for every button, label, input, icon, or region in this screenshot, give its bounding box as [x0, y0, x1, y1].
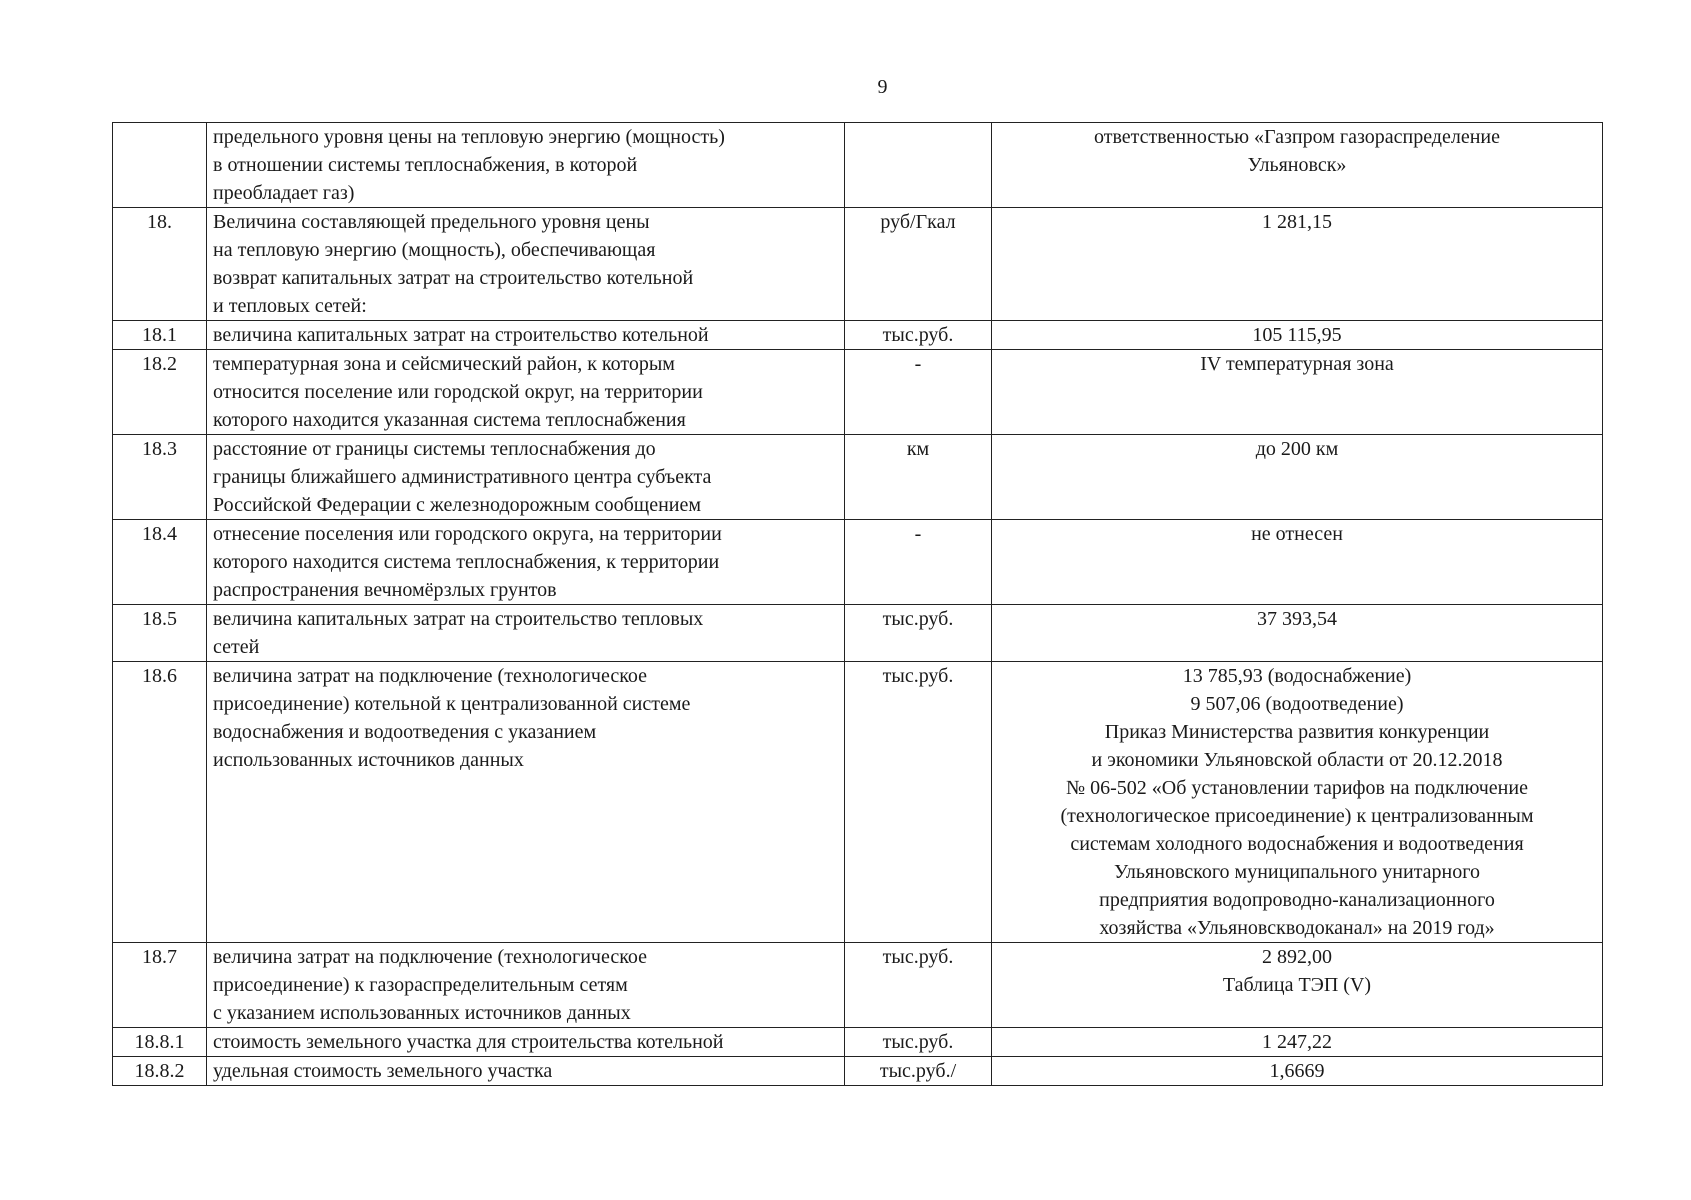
row-description — [207, 321, 845, 350]
value-line: Ульяновск» — [1247, 154, 1347, 176]
description-line: с указанием использованных источников данных — [213, 1002, 631, 1024]
description-line: величина капитальных затрат на строительство тепловых — [213, 608, 704, 630]
description-line: отнесение поселения или городского округа, на территории — [213, 523, 722, 545]
row-unit: тыс.руб. — [845, 662, 992, 943]
row-unit — [845, 123, 992, 208]
row-number: 18.2 — [113, 350, 207, 435]
page-number: 9 — [877, 76, 888, 98]
row-unit: тыс.руб. — [845, 321, 992, 350]
row-unit: км — [845, 435, 992, 520]
value-line: 1 247,22 — [1262, 1031, 1332, 1053]
value-line: 9 507,06 (водоотведение) — [1190, 693, 1404, 715]
row-description — [207, 350, 845, 435]
description-line: и тепловых сетей: — [213, 295, 367, 317]
description-line: которого находится система теплоснабжения, к территории — [213, 551, 720, 573]
row-number: 18.8.1 — [113, 1028, 207, 1057]
value-line: Ульяновского муниципального унитарного — [1114, 861, 1480, 883]
value-line: Таблица ТЭП (V) — [1222, 974, 1372, 996]
value-line: 2 892,00 — [1262, 946, 1332, 968]
row-number: 18.1 — [113, 321, 207, 350]
description-line: стоимость земельного участка для строительства котельной — [213, 1031, 724, 1053]
value-line: и экономики Ульяновской области от 20.12.2018 — [1091, 749, 1503, 771]
row-description — [207, 943, 845, 1028]
table-row — [113, 943, 1603, 1028]
description-line: предельного уровня цены на тепловую энергию (мощность) — [213, 126, 725, 148]
table-row — [113, 123, 1603, 208]
value-line: системам холодного водоснабжения и водоотведения — [1070, 833, 1524, 855]
value-line: 1 281,15 — [1262, 211, 1332, 233]
description-line: в отношении системы теплоснабжения, в которой — [213, 154, 638, 176]
table-body — [113, 123, 1603, 1086]
row-description — [207, 1028, 845, 1057]
table-row — [113, 208, 1603, 321]
row-number: 18.5 — [113, 605, 207, 662]
value-line: 37 393,54 — [1257, 608, 1337, 630]
row-value — [992, 123, 1603, 208]
row-value — [992, 435, 1603, 520]
value-line: до 200 км — [1255, 438, 1339, 460]
value-line: хозяйства «Ульяновскводоканал» на 2019 год» — [1099, 917, 1495, 939]
row-unit: тыс.руб. — [845, 943, 992, 1028]
table-row — [113, 662, 1603, 943]
value-line: 1,6669 — [1269, 1060, 1325, 1082]
value-line: ответственностью «Газпром газораспределение — [1093, 126, 1500, 148]
row-value — [992, 1057, 1603, 1086]
row-description — [207, 123, 845, 208]
description-line: удельная стоимость земельного участка — [213, 1060, 553, 1082]
row-value — [992, 943, 1603, 1028]
description-line: границы ближайшего административного центра субъекта — [213, 466, 712, 488]
value-line: предприятия водопроводно-канализационного — [1099, 889, 1495, 911]
description-line: которого находится указанная система теплоснабжения — [213, 409, 686, 431]
value-line: (технологическое присоединение) к централизованным — [1060, 805, 1534, 827]
description-line: присоединение) котельной к централизованной системе — [213, 693, 691, 715]
description-line: преобладает газ) — [213, 182, 355, 204]
row-value — [992, 662, 1603, 943]
row-unit: - — [845, 520, 992, 605]
value-line: Приказ Министерства развития конкуренции — [1104, 721, 1490, 743]
row-unit: - — [845, 350, 992, 435]
row-description — [207, 208, 845, 321]
row-unit: тыс.руб. — [845, 605, 992, 662]
row-number — [113, 123, 207, 208]
value-line: 13 785,93 (водоснабжение) — [1182, 665, 1412, 687]
row-value — [992, 1028, 1603, 1057]
table-row — [113, 605, 1603, 662]
description-line: температурная зона и сейсмический район, к которым — [213, 353, 675, 375]
table-row — [113, 520, 1603, 605]
row-unit: руб/Гкал — [845, 208, 992, 321]
row-number: 18.8.2 — [113, 1057, 207, 1086]
row-description — [207, 662, 845, 943]
description-line: величина затрат на подключение (технологическое — [213, 946, 648, 968]
description-line: величина капитальных затрат на строительство котельной — [213, 324, 709, 346]
row-number: 18.7 — [113, 943, 207, 1028]
value-line: не отнесен — [1251, 523, 1343, 545]
description-line: Величина составляющей предельного уровня цены — [213, 211, 650, 233]
table-row — [113, 350, 1603, 435]
row-number: 18.6 — [113, 662, 207, 943]
description-line: Российской Федерации с железнодорожным сообщением — [213, 494, 702, 516]
row-unit: тыс.руб. — [845, 1028, 992, 1057]
description-line: на тепловую энергию (мощность), обеспечивающая — [213, 239, 656, 261]
row-description — [207, 605, 845, 662]
description-line: возврат капитальных затрат на строительство котельной — [213, 267, 694, 289]
row-description — [207, 1057, 845, 1086]
row-value — [992, 321, 1603, 350]
table-row — [113, 435, 1603, 520]
description-line: использованных источников данных — [213, 749, 524, 771]
value-line: IV температурная зона — [1200, 353, 1394, 375]
table-row — [113, 1028, 1603, 1057]
row-number: 18. — [113, 208, 207, 321]
row-value — [992, 520, 1603, 605]
description-line: величина затрат на подключение (технологическое — [213, 665, 648, 687]
row-value — [992, 208, 1603, 321]
value-line: № 06-502 «Об установлении тарифов на подключение — [1066, 777, 1528, 799]
value-line: 105 115,95 — [1252, 324, 1342, 346]
tariff-parameters-table — [112, 122, 1603, 1086]
row-description — [207, 520, 845, 605]
description-line: присоединение) к газораспределительным сетям — [213, 974, 628, 996]
row-number: 18.4 — [113, 520, 207, 605]
description-line: относится поселение или городской округ, на территории — [213, 381, 703, 403]
table-row — [113, 1057, 1603, 1086]
table-row — [113, 321, 1603, 350]
row-unit: тыс.руб./ — [845, 1057, 992, 1086]
row-description — [207, 435, 845, 520]
row-value — [992, 350, 1603, 435]
description-line: водоснабжения и водоотведения с указанием — [213, 721, 597, 743]
row-number: 18.3 — [113, 435, 207, 520]
row-value — [992, 605, 1603, 662]
description-line: расстояние от границы системы теплоснабжения до — [213, 438, 656, 460]
description-line: распространения вечномёрзлых грунтов — [213, 579, 557, 601]
description-line: сетей — [213, 636, 260, 658]
